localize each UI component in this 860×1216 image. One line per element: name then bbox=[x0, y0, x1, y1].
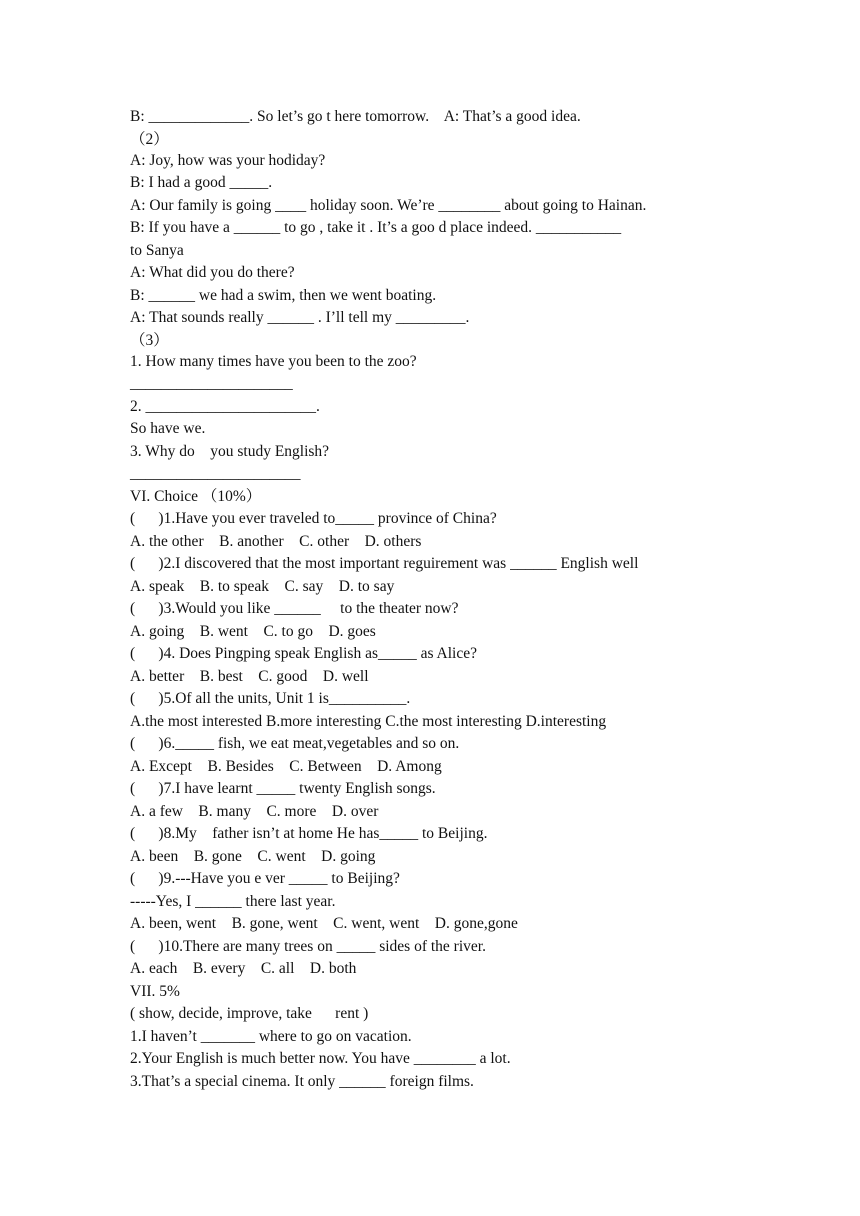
text-line: A: Joy, how was your hodiday? bbox=[130, 151, 326, 169]
options-line: A. a few B. many C. more D. over bbox=[130, 802, 379, 820]
text-line: 2. ______________________. bbox=[130, 397, 320, 415]
question-line: ( )9.---Have you e ver _____ to Beijing? bbox=[130, 870, 400, 887]
answer-blank: _____________________ bbox=[130, 375, 293, 392]
options-line: A. been, went B. gone, went C. went, went D. gone,gone bbox=[130, 915, 518, 932]
options-line: A. going B. went C. to go D. goes bbox=[130, 622, 376, 640]
text-line: 1. How many times have you been to the zoo? bbox=[130, 352, 417, 370]
question-line: 3.That’s a special cinema. It only ______ foreign films. bbox=[130, 1072, 474, 1090]
text-line: B: ______ we had a swim, then we went boating. bbox=[130, 286, 437, 304]
options-line: A. the other B. another C. other D. others bbox=[130, 532, 422, 550]
options-line: A.the most interested B.more interesting C.the most interesting D.interesting bbox=[130, 712, 607, 730]
text-line: A: That sounds really ______ . I’ll tell my _________. bbox=[130, 309, 470, 326]
section-heading: VII. 5% bbox=[130, 982, 180, 1000]
options-line: A. each B. every C. all D. both bbox=[130, 960, 357, 977]
answer-blank: ______________________ bbox=[130, 465, 301, 482]
question-line: ( )7.I have learnt _____ twenty English songs. bbox=[130, 780, 436, 797]
text-line: So have we. bbox=[130, 420, 206, 437]
options-line: A. speak B. to speak C. say D. to say bbox=[130, 577, 395, 595]
options-line: A. better B. best C. good D. well bbox=[130, 667, 369, 685]
text-line: to Sanya bbox=[130, 241, 184, 259]
options-line: A. been B. gone C. went D. going bbox=[130, 847, 376, 865]
question-line: ( )4. Does Pingping speak English as_____ as Alice? bbox=[130, 645, 477, 662]
question-line: ( )5.Of all the units, Unit 1 is__________. bbox=[130, 690, 411, 707]
text-line: A: What did you do there? bbox=[130, 264, 295, 281]
question-line: ( )1.Have you ever traveled to_____ province of China? bbox=[130, 510, 497, 527]
text-line: B: I had a good _____. bbox=[130, 174, 273, 191]
document-page bbox=[130, 106, 770, 1093]
section-heading: VI. Choice （10%） bbox=[130, 487, 262, 505]
question-line: 1.I haven’t _______ where to go on vacation. bbox=[130, 1027, 412, 1045]
text-line: B: If you have a ______ to go , take it . It’s a goo d place indeed. ___________ bbox=[130, 219, 622, 236]
question-line: ( )8.My father isn’t at home He has_____ to Beijing. bbox=[130, 825, 488, 842]
question-line: ( )2.I discovered that the most important reguirement was ______ English well bbox=[130, 555, 639, 572]
question-line: ( )10.There are many trees on _____ sides of the river. bbox=[130, 937, 486, 955]
text-line: A: Our family is going ____ holiday soon. We’re ________ about going to Hainan. bbox=[130, 196, 647, 214]
question-line: -----Yes, I ______ there last year. bbox=[130, 892, 336, 910]
word-bank: ( show, decide, improve, take rent ) bbox=[130, 1005, 369, 1022]
options-line: A. Except B. Besides C. Between D. Among bbox=[130, 757, 442, 775]
question-line: ( )6._____ fish, we eat meat,vegetables and so on. bbox=[130, 735, 460, 752]
question-line: 2.Your English is much better now. You have ________ a lot. bbox=[130, 1050, 511, 1067]
text-line: B: _____________. So let’s go t here tomorrow. A: That’s a good idea. bbox=[130, 108, 581, 125]
section-number: （3） bbox=[130, 331, 169, 349]
text-line: 3. Why do you study English? bbox=[130, 442, 330, 460]
section-number: （2） bbox=[130, 130, 169, 148]
question-line: ( )3.Would you like ______ to the theater now? bbox=[130, 600, 459, 617]
